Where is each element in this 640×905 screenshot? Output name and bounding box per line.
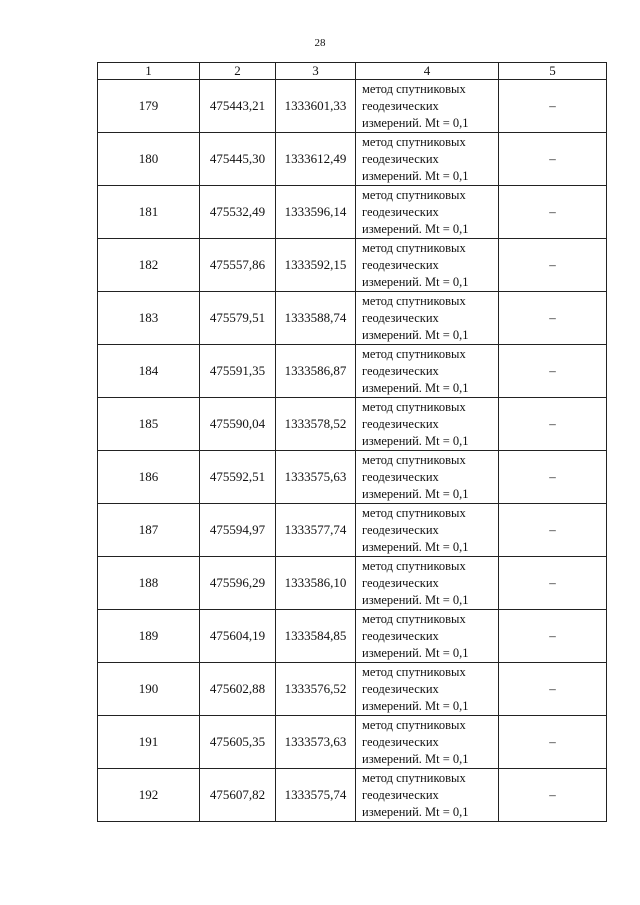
table-row [98,716,607,769]
method-line: геодезических [362,363,439,378]
table-row [98,186,607,239]
method-line: геодезических [362,628,439,643]
note-cell: – [499,133,607,186]
table-row [98,504,607,557]
coordinate-x: 475602,88 [200,663,276,716]
method-cell [356,610,499,663]
column-header-5: 5 [499,63,607,80]
coordinate-y: 1333592,15 [276,239,356,292]
method-line: измерений. Mt = 0,1 [362,327,469,342]
point-number: 185 [98,398,200,451]
point-number: 188 [98,557,200,610]
note-cell: – [499,557,607,610]
coordinate-y: 1333612,49 [276,133,356,186]
note-cell: – [499,769,607,822]
method-line: метод спутниковых [362,240,466,255]
method-line: геодезических [362,734,439,749]
coordinate-x: 475605,35 [200,716,276,769]
point-number: 187 [98,504,200,557]
coordinate-x: 475532,49 [200,186,276,239]
method-line: геодезических [362,575,439,590]
method-line: метод спутниковых [362,134,466,149]
coordinate-x: 475443,21 [200,80,276,133]
table-row [98,133,607,186]
note-cell: – [499,610,607,663]
method-line: измерений. Mt = 0,1 [362,486,469,501]
coordinate-x: 475604,19 [200,610,276,663]
point-number: 190 [98,663,200,716]
point-number: 191 [98,716,200,769]
method-cell [356,186,499,239]
coordinate-y: 1333586,87 [276,345,356,398]
coordinate-y: 1333578,52 [276,398,356,451]
method-line: геодезических [362,310,439,325]
method-line: метод спутниковых [362,505,466,520]
method-cell [356,345,499,398]
method-line: измерений. Mt = 0,1 [362,751,469,766]
method-line: измерений. Mt = 0,1 [362,274,469,289]
column-header-1: 1 [98,63,200,80]
method-line: метод спутниковых [362,664,466,679]
method-cell [356,557,499,610]
note-cell: – [499,716,607,769]
point-number: 184 [98,345,200,398]
note-cell: – [499,80,607,133]
method-line: метод спутниковых [362,558,466,573]
method-cell [356,769,499,822]
table-body [98,80,607,822]
table-row [98,292,607,345]
note-cell: – [499,239,607,292]
method-line: измерений. Mt = 0,1 [362,539,469,554]
point-number: 192 [98,769,200,822]
note-cell: – [499,186,607,239]
method-line: геодезических [362,416,439,431]
table-row [98,451,607,504]
method-line: метод спутниковых [362,770,466,785]
table-row [98,557,607,610]
method-line: метод спутниковых [362,399,466,414]
coordinate-y: 1333584,85 [276,610,356,663]
method-cell [356,239,499,292]
method-cell [356,292,499,345]
column-header-3: 3 [276,63,356,80]
method-line: измерений. Mt = 0,1 [362,115,469,130]
method-line: измерений. Mt = 0,1 [362,698,469,713]
method-line: измерений. Mt = 0,1 [362,645,469,660]
coordinate-x: 475592,51 [200,451,276,504]
table-row [98,769,607,822]
method-line: геодезических [362,787,439,802]
method-line: измерений. Mt = 0,1 [362,433,469,448]
method-cell [356,504,499,557]
note-cell: – [499,292,607,345]
method-cell [356,80,499,133]
point-number: 179 [98,80,200,133]
coordinate-x: 475594,97 [200,504,276,557]
method-line: метод спутниковых [362,346,466,361]
method-line: геодезических [362,257,439,272]
column-header-2: 2 [200,63,276,80]
method-line: геодезических [362,204,439,219]
point-number: 181 [98,186,200,239]
coordinate-x: 475557,86 [200,239,276,292]
table-row [98,398,607,451]
coordinate-x: 475445,30 [200,133,276,186]
note-cell: – [499,504,607,557]
table-row [98,239,607,292]
coordinate-x: 475590,04 [200,398,276,451]
point-number: 180 [98,133,200,186]
method-cell [356,451,499,504]
coordinate-y: 1333588,74 [276,292,356,345]
method-line: измерений. Mt = 0,1 [362,168,469,183]
coordinate-x: 475596,29 [200,557,276,610]
table-row [98,663,607,716]
method-line: метод спутниковых [362,187,466,202]
method-cell [356,398,499,451]
coordinate-x: 475579,51 [200,292,276,345]
method-line: геодезических [362,522,439,537]
point-number: 186 [98,451,200,504]
method-line: метод спутниковых [362,81,466,96]
coordinates-table [97,62,607,822]
method-line: метод спутниковых [362,717,466,732]
method-line: геодезических [362,151,439,166]
coordinate-x: 475607,82 [200,769,276,822]
note-cell: – [499,663,607,716]
method-line: геодезических [362,469,439,484]
table-row [98,345,607,398]
coordinate-y: 1333575,63 [276,451,356,504]
note-cell: – [499,451,607,504]
method-line: измерений. Mt = 0,1 [362,804,469,819]
method-line: измерений. Mt = 0,1 [362,592,469,607]
page-number: 28 [314,37,326,49]
table-row [98,80,607,133]
point-number: 182 [98,239,200,292]
method-line: геодезических [362,681,439,696]
method-line: измерений. Mt = 0,1 [362,221,469,236]
method-cell [356,716,499,769]
method-line: геодезических [362,98,439,113]
table-row [98,610,607,663]
method-cell [356,133,499,186]
note-cell: – [499,345,607,398]
coordinate-y: 1333586,10 [276,557,356,610]
method-line: измерений. Mt = 0,1 [362,380,469,395]
method-line: метод спутниковых [362,293,466,308]
coordinate-y: 1333601,33 [276,80,356,133]
column-header-4: 4 [356,63,499,80]
method-cell [356,663,499,716]
coordinate-y: 1333577,74 [276,504,356,557]
coordinate-y: 1333575,74 [276,769,356,822]
note-cell: – [499,398,607,451]
method-line: метод спутниковых [362,611,466,626]
table-header-row [98,63,607,80]
point-number: 189 [98,610,200,663]
coordinate-y: 1333573,63 [276,716,356,769]
point-number: 183 [98,292,200,345]
method-line: метод спутниковых [362,452,466,467]
coordinate-x: 475591,35 [200,345,276,398]
coordinate-y: 1333576,52 [276,663,356,716]
coordinate-y: 1333596,14 [276,186,356,239]
